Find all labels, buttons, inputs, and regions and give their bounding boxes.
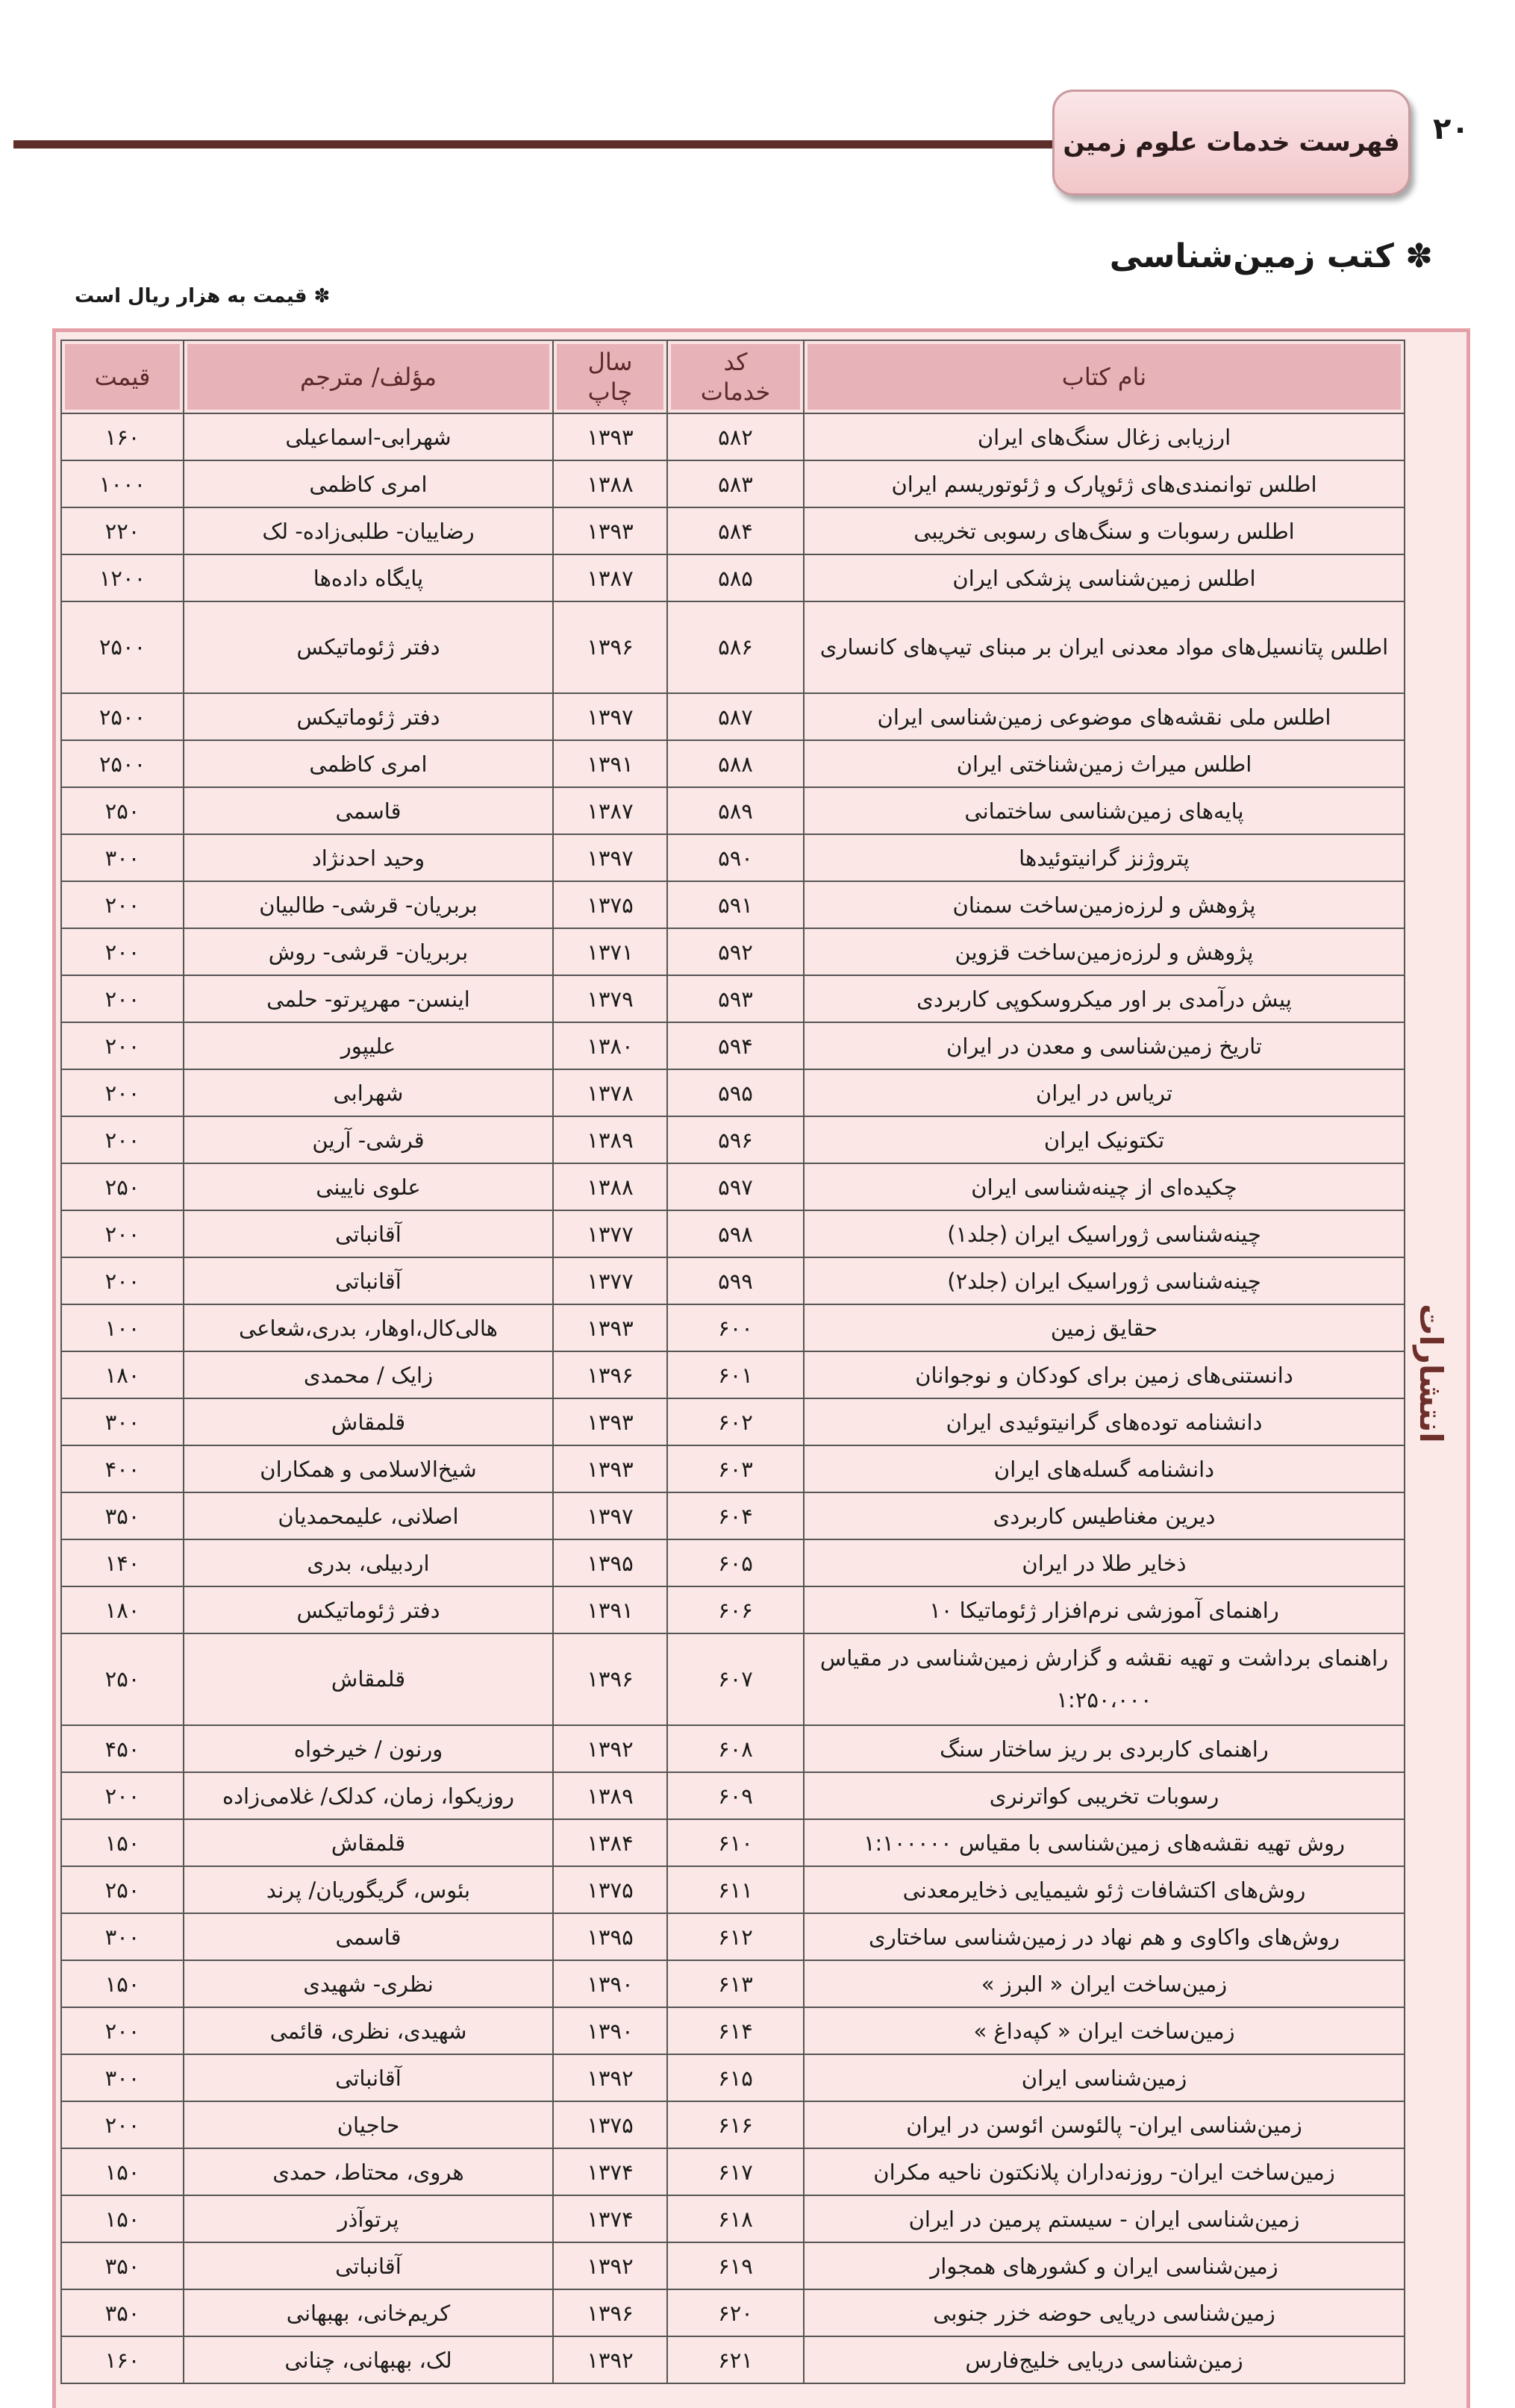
table-row — [61, 2148, 1405, 2195]
cell-code: ۶۰۳ — [667, 1445, 804, 1492]
cell-price: ۲۵۰ — [61, 787, 184, 834]
table-row — [61, 2195, 1405, 2242]
cell-price: ۲۰۰ — [61, 1116, 184, 1163]
page-number: ۲۰ — [1433, 112, 1469, 146]
cell-name: روش‌های اکتشافات ژئو شیمیایی ذخایرمعدنی — [804, 1866, 1405, 1913]
cell-author: شهرابی-اسماعیلی — [184, 413, 553, 460]
cell-year: ۱۳۸۹ — [553, 1772, 667, 1819]
cell-name: پیش درآمدی بر اور میکروسکوپی کاربردی — [804, 975, 1405, 1022]
cell-author: شیخ‌الاسلامی و همکاران — [184, 1445, 553, 1492]
cell-price: ۲۰۰ — [61, 1022, 184, 1069]
cell-name: ارزیابی زغال سنگ‌های ایران — [804, 413, 1405, 460]
table-row — [61, 2054, 1405, 2101]
table-row — [61, 1257, 1405, 1304]
cell-code: ۶۱۱ — [667, 1866, 804, 1913]
cell-price: ۱۸۰ — [61, 1586, 184, 1633]
cell-author: علیپور — [184, 1022, 553, 1069]
cell-price: ۳۵۰ — [61, 2242, 184, 2289]
cell-year: ۱۳۹۶ — [553, 2289, 667, 2336]
cell-code: ۵۹۶ — [667, 1116, 804, 1163]
cell-price: ۲۲۰ — [61, 507, 184, 554]
cell-author: شهرابی — [184, 1069, 553, 1116]
table-row — [61, 554, 1405, 601]
cell-year: ۱۳۷۷ — [553, 1210, 667, 1257]
cell-code: ۶۱۸ — [667, 2195, 804, 2242]
cell-price: ۱۸۰ — [61, 1351, 184, 1398]
table-row — [61, 1163, 1405, 1210]
table-row — [61, 1866, 1405, 1913]
header-title: فهرست خدمات علوم زمین — [1063, 128, 1400, 157]
cell-name: راهنمای کاربردی بر ریز ساختار سنگ — [804, 1725, 1405, 1772]
cell-author: نظری- شهیدی — [184, 1960, 553, 2007]
cell-year: ۱۳۹۱ — [553, 740, 667, 787]
column-header-price: قیمت — [61, 340, 184, 413]
cell-price: ۴۵۰ — [61, 1725, 184, 1772]
cell-code: ۵۸۸ — [667, 740, 804, 787]
cell-name: ترياس در ایران — [804, 1069, 1405, 1116]
cell-year: ۱۳۹۶ — [553, 601, 667, 693]
cell-name: زمین‌شناسی دریایی حوضه خزر جنوبی — [804, 2289, 1405, 2336]
cell-code: ۵۹۲ — [667, 928, 804, 975]
books-table-body — [61, 413, 1405, 2383]
cell-year: ۱۳۹۰ — [553, 2007, 667, 2054]
table-row — [61, 787, 1405, 834]
cell-author: دفتر ژئوماتیکس — [184, 601, 553, 693]
cell-year: ۱۳۹۲ — [553, 2336, 667, 2383]
cell-code: ۵۸۴ — [667, 507, 804, 554]
cell-name: زمین‌شناسی دریایی خلیج‌فارس — [804, 2336, 1405, 2383]
cell-price: ۲۰۰ — [61, 2101, 184, 2148]
cell-author: قلمقاش — [184, 1819, 553, 1866]
cell-author: هالی‌کال،اوهار، بدری،شعاعی — [184, 1304, 553, 1351]
cell-name: زمین‌ساخت ایران- روزنه‌داران پلانکتون ناحیه مکران — [804, 2148, 1405, 2195]
table-row — [61, 740, 1405, 787]
cell-year: ۱۳۸۷ — [553, 554, 667, 601]
cell-name: زمین‌شناسی ایران- پالئوسن ائوسن در ایران — [804, 2101, 1405, 2148]
cell-price: ۱۰۰ — [61, 1304, 184, 1351]
cell-author: پرتوآذر — [184, 2195, 553, 2242]
cell-price: ۲۵۰ — [61, 1163, 184, 1210]
cell-price: ۲۵۰ — [61, 1866, 184, 1913]
cell-price: ۲۵۰ — [61, 1633, 184, 1725]
table-row — [61, 1304, 1405, 1351]
table-row — [61, 507, 1405, 554]
cell-year: ۱۳۷۷ — [553, 1257, 667, 1304]
cell-code: ۵۹۷ — [667, 1163, 804, 1210]
cell-year: ۱۳۹۱ — [553, 1586, 667, 1633]
cell-year: ۱۳۷۵ — [553, 2101, 667, 2148]
cell-name: اطلس میراث زمین‌شناختی ایران — [804, 740, 1405, 787]
cell-year: ۱۳۷۴ — [553, 2195, 667, 2242]
cell-code: ۶۰۴ — [667, 1492, 804, 1539]
cell-price: ۱۲۰۰ — [61, 554, 184, 601]
cell-code: ۵۹۵ — [667, 1069, 804, 1116]
cell-author: زایک / محمدی — [184, 1351, 553, 1398]
cell-author: لک، بهبهانی، چنانی — [184, 2336, 553, 2383]
cell-price: ۳۰۰ — [61, 1913, 184, 1960]
cell-price: ۱۵۰ — [61, 2148, 184, 2195]
cell-author: دفتر ژئوماتیکس — [184, 1586, 553, 1633]
cell-name: اطلس ملی نقشه‌های موضوعی زمین‌شناسی ایران — [804, 693, 1405, 740]
cell-year: ۱۳۸۹ — [553, 1116, 667, 1163]
table-row — [61, 1913, 1405, 1960]
cell-price: ۱۰۰۰ — [61, 460, 184, 507]
cell-year: ۱۳۷۴ — [553, 2148, 667, 2195]
cell-code: ۵۹۴ — [667, 1022, 804, 1069]
cell-author: امری کاظمی — [184, 740, 553, 787]
books-table-frame — [52, 328, 1470, 2408]
table-row — [61, 1633, 1405, 1725]
table-row — [61, 601, 1405, 693]
cell-code: ۶۱۴ — [667, 2007, 804, 2054]
column-header-code-line1: کد — [723, 348, 748, 376]
header-title-tab — [1052, 90, 1411, 196]
column-header-author: مؤلف/ مترجم — [184, 340, 553, 413]
table-row — [61, 1398, 1405, 1445]
column-header-year — [553, 340, 667, 413]
cell-year: ۱۳۹۲ — [553, 2242, 667, 2289]
cell-price: ۱۵۰ — [61, 2195, 184, 2242]
cell-year: ۱۳۹۵ — [553, 1539, 667, 1586]
cell-author: حاجیان — [184, 2101, 553, 2148]
table-row — [61, 1210, 1405, 1257]
cell-name: دانشنامه گسله‌های ایران — [804, 1445, 1405, 1492]
cell-author: آقانباتی — [184, 1257, 553, 1304]
cell-author: وحید احدنژاد — [184, 834, 553, 881]
cell-name: زمین‌شناسی ایران - سیستم پرمین در ایران — [804, 2195, 1405, 2242]
cell-year: ۱۳۷۹ — [553, 975, 667, 1022]
cell-name: راهنمای برداشت و تهیه نقشه و گزارش زمین‌شناسی در مقیاس ۱:۲۵۰،۰۰۰ — [804, 1633, 1405, 1725]
cell-name: تکتونیک ایران — [804, 1116, 1405, 1163]
table-row — [61, 2101, 1405, 2148]
cell-author: آقانباتی — [184, 1210, 553, 1257]
cell-price: ۱۴۰ — [61, 1539, 184, 1586]
cell-price: ۳۰۰ — [61, 1398, 184, 1445]
cell-code: ۶۱۰ — [667, 1819, 804, 1866]
cell-author: اینسن- مهرپرتو- حلمی — [184, 975, 553, 1022]
table-row — [61, 1351, 1405, 1398]
cell-year: ۱۳۹۳ — [553, 507, 667, 554]
cell-author: بربریان- قرشی- طالبیان — [184, 881, 553, 928]
table-row — [61, 881, 1405, 928]
cell-price: ۱۵۰ — [61, 1960, 184, 2007]
cell-name: زمین‌ساخت ایران « کپه‌داغ » — [804, 2007, 1405, 2054]
table-row — [61, 1116, 1405, 1163]
cell-author: آقانباتی — [184, 2242, 553, 2289]
cell-author: بربریان- قرشی- روش — [184, 928, 553, 975]
cell-author: رضاییان- طلبی‌زاده- لک — [184, 507, 553, 554]
cell-code: ۶۱۵ — [667, 2054, 804, 2101]
cell-code: ۶۰۲ — [667, 1398, 804, 1445]
cell-author: قلمقاش — [184, 1398, 553, 1445]
cell-author: بئوس، گریگوریان/ پرند — [184, 1866, 553, 1913]
cell-code: ۶۰۰ — [667, 1304, 804, 1351]
cell-code: ۶۰۷ — [667, 1633, 804, 1725]
cell-author: امری کاظمی — [184, 460, 553, 507]
cell-code: ۶۰۱ — [667, 1351, 804, 1398]
side-label-text: انتشارات — [1413, 1303, 1450, 1443]
cell-year: ۱۳۷۵ — [553, 1866, 667, 1913]
cell-year: ۱۳۸۷ — [553, 787, 667, 834]
table-row — [61, 2289, 1405, 2336]
cell-year: ۱۳۹۳ — [553, 413, 667, 460]
cell-price: ۱۶۰ — [61, 413, 184, 460]
cell-author: قرشی- آرین — [184, 1116, 553, 1163]
cell-author: اصلانی، علیمحمدیان — [184, 1492, 553, 1539]
cell-code: ۶۱۲ — [667, 1913, 804, 1960]
table-row — [61, 834, 1405, 881]
cell-code: ۵۸۹ — [667, 787, 804, 834]
table-row — [61, 1819, 1405, 1866]
cell-price: ۲۵۰۰ — [61, 601, 184, 693]
table-row — [61, 1022, 1405, 1069]
cell-name: دانستنی‌های زمین برای کودکان و نوجوانان — [804, 1351, 1405, 1398]
cell-year: ۱۳۹۵ — [553, 1913, 667, 1960]
cell-year: ۱۳۹۷ — [553, 834, 667, 881]
cell-code: ۵۹۰ — [667, 834, 804, 881]
cell-price: ۱۵۰ — [61, 1819, 184, 1866]
cell-year: ۱۳۹۷ — [553, 1492, 667, 1539]
section-title: ✽ کتب زمین‌شناسی — [1109, 237, 1433, 275]
cell-author: ورنون / خیرخواه — [184, 1725, 553, 1772]
cell-name: اطلس توانمندی‌های ژئوپارک و ژئوتوریسم ایران — [804, 460, 1405, 507]
cell-price: ۲۰۰ — [61, 2007, 184, 2054]
table-row — [61, 1445, 1405, 1492]
cell-price: ۲۰۰ — [61, 1210, 184, 1257]
cell-author: علوی نایینی — [184, 1163, 553, 1210]
column-header-year-line1: سال — [587, 348, 633, 376]
cell-code: ۵۸۶ — [667, 601, 804, 693]
cell-price: ۳۵۰ — [61, 1492, 184, 1539]
cell-name: زمین‌شناسی ایران — [804, 2054, 1405, 2101]
column-header-code — [667, 340, 804, 413]
books-table — [60, 340, 1405, 2384]
cell-name: ذخایر طلا در ایران — [804, 1539, 1405, 1586]
cell-name: پژوهش و لرزه‌زمین‌ساخت سمنان — [804, 881, 1405, 928]
cell-price: ۴۰۰ — [61, 1445, 184, 1492]
cell-price: ۲۵۰۰ — [61, 740, 184, 787]
table-row — [61, 1069, 1405, 1116]
cell-year: ۱۳۹۳ — [553, 1398, 667, 1445]
cell-author: آقانباتی — [184, 2054, 553, 2101]
cell-name: زمین‌شناسی ایران و کشورهای همجوار — [804, 2242, 1405, 2289]
cell-name: تاریخ زمین‌شناسی و معدن در ایران — [804, 1022, 1405, 1069]
cell-year: ۱۳۷۸ — [553, 1069, 667, 1116]
cell-name: روش‌های واکاوی و هم نهاد در زمین‌شناسی ساختاری — [804, 1913, 1405, 1960]
cell-name: پتروژنز گرانیتوئیدها — [804, 834, 1405, 881]
cell-code: ۵۸۲ — [667, 413, 804, 460]
cell-code: ۵۹۱ — [667, 881, 804, 928]
cell-year: ۱۳۹۶ — [553, 1351, 667, 1398]
table-row — [61, 2336, 1405, 2383]
cell-year: ۱۳۷۱ — [553, 928, 667, 975]
cell-year: ۱۳۸۴ — [553, 1819, 667, 1866]
table-header-row — [61, 340, 1405, 413]
cell-code: ۵۹۸ — [667, 1210, 804, 1257]
table-row — [61, 2242, 1405, 2289]
cell-author: پایگاه داده‌ها — [184, 554, 553, 601]
price-note: ✽ قیمت به هزار ریال است — [75, 285, 331, 307]
cell-price: ۱۶۰ — [61, 2336, 184, 2383]
cell-name: اطلس زمین‌شناسی پزشکی ایران — [804, 554, 1405, 601]
cell-code: ۶۱۷ — [667, 2148, 804, 2195]
cell-year: ۱۳۸۰ — [553, 1022, 667, 1069]
cell-author: قاسمی — [184, 787, 553, 834]
cell-year: ۱۳۹۳ — [553, 1445, 667, 1492]
cell-code: ۵۹۹ — [667, 1257, 804, 1304]
cell-code: ۵۸۷ — [667, 693, 804, 740]
cell-year: ۱۳۹۲ — [553, 1725, 667, 1772]
cell-code: ۵۸۵ — [667, 554, 804, 601]
cell-code: ۶۰۹ — [667, 1772, 804, 1819]
cell-year: ۱۳۹۷ — [553, 693, 667, 740]
cell-author: روزیکوا، زمان، کدلک/ غلامی‌زاده — [184, 1772, 553, 1819]
cell-author: هروی، محتاط، حمدی — [184, 2148, 553, 2195]
cell-name: دانشنامه توده‌های گرانیتوئیدی ایران — [804, 1398, 1405, 1445]
table-row — [61, 2007, 1405, 2054]
cell-code: ۶۰۶ — [667, 1586, 804, 1633]
cell-price: ۳۵۰ — [61, 2289, 184, 2336]
cell-year: ۱۳۷۵ — [553, 881, 667, 928]
cell-name: حقایق زمین — [804, 1304, 1405, 1351]
cell-price: ۲۰۰ — [61, 1772, 184, 1819]
cell-name: چکیده‌ای از چینه‌شناسی ایران — [804, 1163, 1405, 1210]
cell-name: رسوبات تخریبی کواترنری — [804, 1772, 1405, 1819]
table-row — [61, 1960, 1405, 2007]
cell-price: ۲۵۰۰ — [61, 693, 184, 740]
table-row — [61, 1539, 1405, 1586]
cell-name: اطلس رسوبات و سنگ‌های رسوبی تخریبی — [804, 507, 1405, 554]
cell-year: ۱۳۹۳ — [553, 1304, 667, 1351]
cell-author: قلمقاش — [184, 1633, 553, 1725]
table-row — [61, 460, 1405, 507]
cell-code: ۶۱۳ — [667, 1960, 804, 2007]
cell-year: ۱۳۸۸ — [553, 460, 667, 507]
cell-code: ۵۸۳ — [667, 460, 804, 507]
cell-name: پایه‌های زمین‌شناسی ساختمانی — [804, 787, 1405, 834]
cell-code: ۶۲۱ — [667, 2336, 804, 2383]
cell-name: زمین‌ساخت ایران « البرز » — [804, 1960, 1405, 2007]
column-header-year-line2: چاپ — [587, 378, 633, 406]
cell-price: ۲۰۰ — [61, 928, 184, 975]
cell-name: چینه‌شناسی ژوراسیک ایران (جلد۱) — [804, 1210, 1405, 1257]
cell-code: ۶۲۰ — [667, 2289, 804, 2336]
table-row — [61, 1725, 1405, 1772]
cell-name: دیرین مغناطیس کاربردی — [804, 1492, 1405, 1539]
header-rule — [13, 140, 1058, 148]
column-header-name: نام کتاب — [804, 340, 1405, 413]
table-row — [61, 413, 1405, 460]
cell-name: راهنمای آموزشی نرم‌افزار ژئوماتیکا ۱۰ — [804, 1586, 1405, 1633]
table-row — [61, 693, 1405, 740]
cell-year: ۱۳۹۶ — [553, 1633, 667, 1725]
cell-code: ۶۱۹ — [667, 2242, 804, 2289]
cell-year: ۱۳۹۰ — [553, 1960, 667, 2007]
cell-price: ۲۰۰ — [61, 881, 184, 928]
side-label — [1411, 332, 1452, 2408]
cell-name: پژوهش و لرزه‌زمین‌ساخت قزوین — [804, 928, 1405, 975]
table-row — [61, 928, 1405, 975]
table-row — [61, 1586, 1405, 1633]
cell-year: ۱۳۹۲ — [553, 2054, 667, 2101]
cell-author: کریم‌خانی، بهبهانی — [184, 2289, 553, 2336]
table-row — [61, 1772, 1405, 1819]
cell-price: ۳۰۰ — [61, 834, 184, 881]
cell-author: دفتر ژئوماتیکس — [184, 693, 553, 740]
table-row — [61, 975, 1405, 1022]
cell-name: چینه‌شناسی ژوراسیک ایران (جلد۲) — [804, 1257, 1405, 1304]
cell-code: ۶۰۸ — [667, 1725, 804, 1772]
cell-code: ۶۰۵ — [667, 1539, 804, 1586]
cell-author: اردبیلی، بدری — [184, 1539, 553, 1586]
table-row — [61, 1492, 1405, 1539]
cell-code: ۵۹۳ — [667, 975, 804, 1022]
cell-code: ۶۱۶ — [667, 2101, 804, 2148]
cell-price: ۳۰۰ — [61, 2054, 184, 2101]
cell-price: ۲۰۰ — [61, 1257, 184, 1304]
cell-name: روش تهیه نقشه‌های زمین‌شناسی با مقیاس ۱:۱۰۰۰۰۰ — [804, 1819, 1405, 1866]
cell-author: شهیدی، نظری، قائمی — [184, 2007, 553, 2054]
cell-price: ۲۰۰ — [61, 1069, 184, 1116]
cell-author: قاسمی — [184, 1913, 553, 1960]
cell-year: ۱۳۸۸ — [553, 1163, 667, 1210]
column-header-code-line2: خدمات — [700, 378, 771, 406]
cell-name: اطلس پتانسیل‌های مواد معدنی ایران بر مبنای تیپ‌های کانساری — [804, 601, 1405, 693]
cell-price: ۲۰۰ — [61, 975, 184, 1022]
